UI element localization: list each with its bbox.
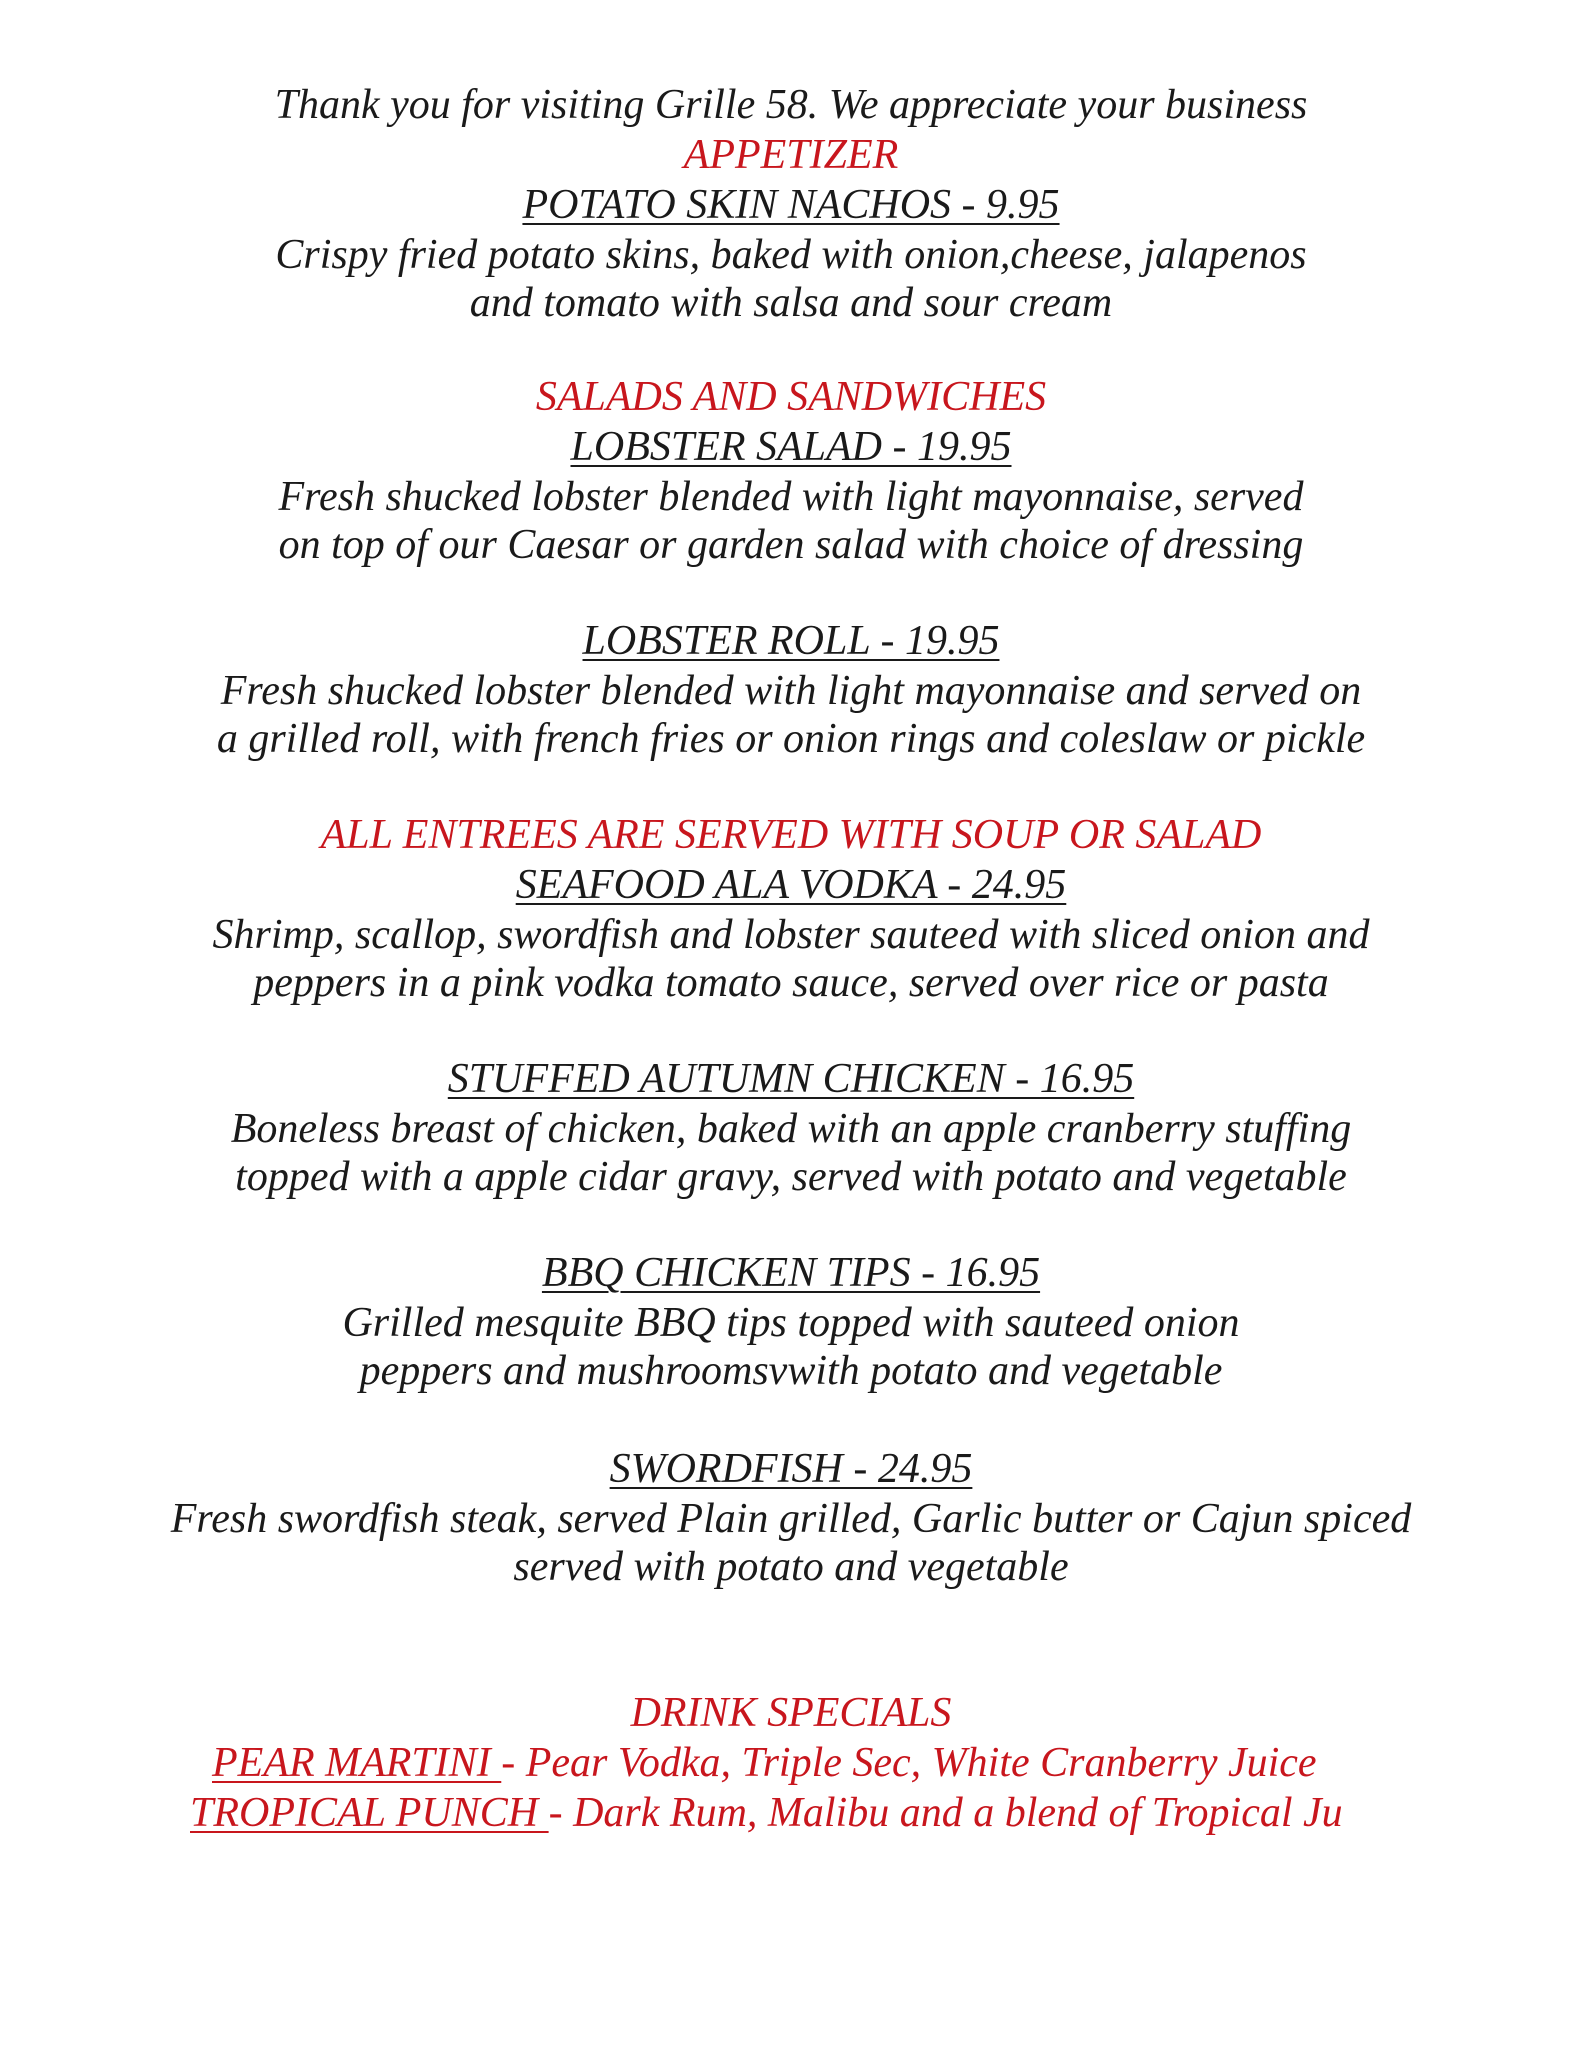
menu-item-title: [0, 422, 1582, 472]
drink-item: [212, 1738, 1317, 1788]
menu-item-title: [0, 616, 1582, 666]
item-title-text: POTATO SKIN NACHOS - 9.95: [522, 182, 1060, 228]
item-title-text: SWORDFISH - 24.95: [609, 1446, 973, 1492]
menu-item-description: Grilled mesquite BBQ tips topped with sauteed onion: [342, 1300, 1240, 1346]
drink-name: TROPICAL PUNCH: [190, 1790, 549, 1836]
menu-item-description: Crispy fried potato skins, baked with onion,cheese, jalapenos: [275, 232, 1307, 278]
menu-item-description: on top of our Caesar or garden salad with choice of dressing: [278, 522, 1304, 568]
menu-item-description: Shrimp, scallop, swordfish and lobster sauteed with sliced onion and: [212, 912, 1370, 958]
item-title-text: STUFFED AUTUMN CHICKEN - 16.95: [447, 1056, 1135, 1102]
menu-item-description: Fresh swordfish steak, served Plain grilled, Garlic butter or Cajun spiced: [170, 1496, 1412, 1542]
menu-item-description: Boneless breast of chicken, baked with an apple cranberry stuffing: [230, 1106, 1352, 1152]
entrees-heading: ALL ENTREES ARE SERVED WITH SOUP OR SALAD: [320, 812, 1262, 858]
item-title-text: SEAFOOD ALA VODKA - 24.95: [515, 862, 1067, 908]
menu-item-description: peppers and mushroomsvwith potato and vegetable: [359, 1348, 1223, 1394]
appetizer-heading: APPETIZER: [683, 132, 899, 178]
menu-item-title: [0, 1444, 1582, 1494]
salads-heading: SALADS AND SANDWICHES: [535, 374, 1047, 420]
item-title-text: LOBSTER ROLL - 19.95: [582, 618, 1000, 664]
drink-item: [190, 1788, 1343, 1838]
menu-item-description: peppers in a pink vodka tomato sauce, served over rice or pasta: [253, 960, 1329, 1006]
menu-item-description: a grilled roll, with french fries or onion rings and coleslaw or pickle: [216, 716, 1366, 762]
drink-name: PEAR MARTINI: [212, 1740, 502, 1786]
menu-item-title: [0, 1248, 1582, 1298]
intro-text: Thank you for visiting Grille 58. We appreciate your business: [274, 82, 1308, 128]
item-title-text: BBQ CHICKEN TIPS - 16.95: [541, 1250, 1041, 1296]
menu-item-description: served with potato and vegetable: [513, 1544, 1069, 1590]
item-title-text: LOBSTER SALAD - 19.95: [570, 424, 1012, 470]
menu-item-description: and tomato with salsa and sour cream: [469, 280, 1113, 326]
drinks-heading: DRINK SPECIALS: [630, 1690, 952, 1736]
menu-item-title: [0, 860, 1582, 910]
drink-description: - Dark Rum, Malibu and a blend of Tropical Ju: [548, 1790, 1343, 1836]
menu-item-description: Fresh shucked lobster blended with light mayonnaise, served: [278, 474, 1304, 520]
drink-description: - Pear Vodka, Triple Sec, White Cranberry Juice: [501, 1740, 1317, 1786]
menu-item-title: [0, 1054, 1582, 1104]
menu-item-title: [0, 180, 1582, 230]
menu-item-description: Fresh shucked lobster blended with light mayonnaise and served on: [220, 668, 1362, 714]
menu-item-description: topped with a apple cidar gravy, served with potato and vegetable: [235, 1154, 1347, 1200]
